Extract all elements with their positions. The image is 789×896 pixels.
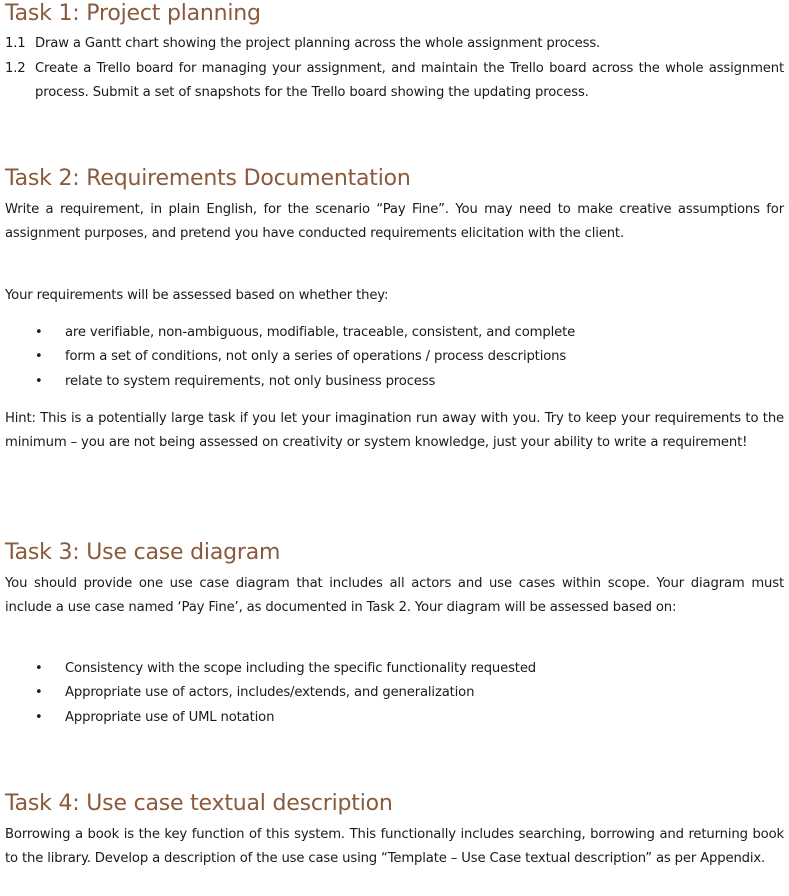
list-item-text: Appropriate use of UML notation [65, 709, 275, 725]
task1-item-1 [5, 32, 784, 56]
task1-item-2 [5, 57, 784, 106]
task3-heading: Task 3: Use case diagram [5, 540, 281, 565]
task3-intro-paragraph: You should provide one use case diagram that includes all actors and use cases within scope. Your diagram must include a use case named ‘Pay Fine’, as documented in Task 2. Your diagram will be assessed based on: [5, 576, 784, 616]
bullet-icon: • [35, 685, 43, 701]
list-item-text: are verifiable, non-ambiguous, modifiable, traceable, consistent, and complete [65, 325, 576, 340]
bullet-icon: • [35, 661, 43, 676]
list-item [0, 321, 789, 345]
task2-bullet-list [0, 321, 789, 394]
list-item [0, 657, 789, 681]
task1-item-1-number: 1.1 [5, 36, 26, 51]
task2-intro-paragraph: Write a requirement, in plain English, for the scenario “Pay Fine”. You may need to make creative assumptions for assignment purposes, and pretend you have conducted requirements elicitation with the client. [5, 202, 784, 242]
list-item-text: Appropriate use of actors, includes/extends, and generalization [65, 685, 475, 701]
list-item-text: Consistency with the scope including the specific functionality requested [65, 661, 537, 676]
list-item [0, 370, 789, 394]
bullet-icon: • [35, 349, 43, 365]
task2-heading: Task 2: Requirements Documentation [5, 166, 411, 191]
bullet-icon: • [35, 709, 43, 725]
task3-bullet-list [0, 657, 789, 730]
list-item-text: relate to system requirements, not only business process [65, 373, 436, 389]
bullet-icon: • [35, 373, 43, 389]
list-item-text: form a set of conditions, not only a series of operations / process descriptions [65, 349, 567, 365]
list-item [0, 681, 789, 705]
task4-heading: Task 4: Use case textual description [5, 791, 393, 816]
list-item [0, 706, 789, 730]
task4-intro-paragraph: Borrowing a book is the key function of this system. This functionally includes searching, borrowing and returning book to the library. Develop a description of the use case using “Template – Use Case textual description” as per Appendix. [5, 827, 784, 867]
task1-item-1-text: Draw a Gantt chart showing the project planning across the whole assignment process. [35, 36, 601, 51]
task1-item-2-number: 1.2 [5, 61, 26, 76]
task2-hint-paragraph: Hint: This is a potentially large task if you let your imagination run away with you. Try to keep your requirements to the minimum – you are not being assessed on creativity or system knowledge, just your ability to write a requirement! [5, 411, 784, 451]
task2-assessed-paragraph: Your requirements will be assessed based on whether they: [5, 288, 389, 303]
bullet-icon: • [35, 325, 43, 340]
task1-item-2-text: Create a Trello board for managing your assignment, and maintain the Trello board across the whole assignment process. Submit a set of snapshots for the Trello board showing the updating process. [35, 61, 784, 101]
list-item [0, 345, 789, 369]
task1-heading: Task 1: Project planning [5, 1, 261, 26]
